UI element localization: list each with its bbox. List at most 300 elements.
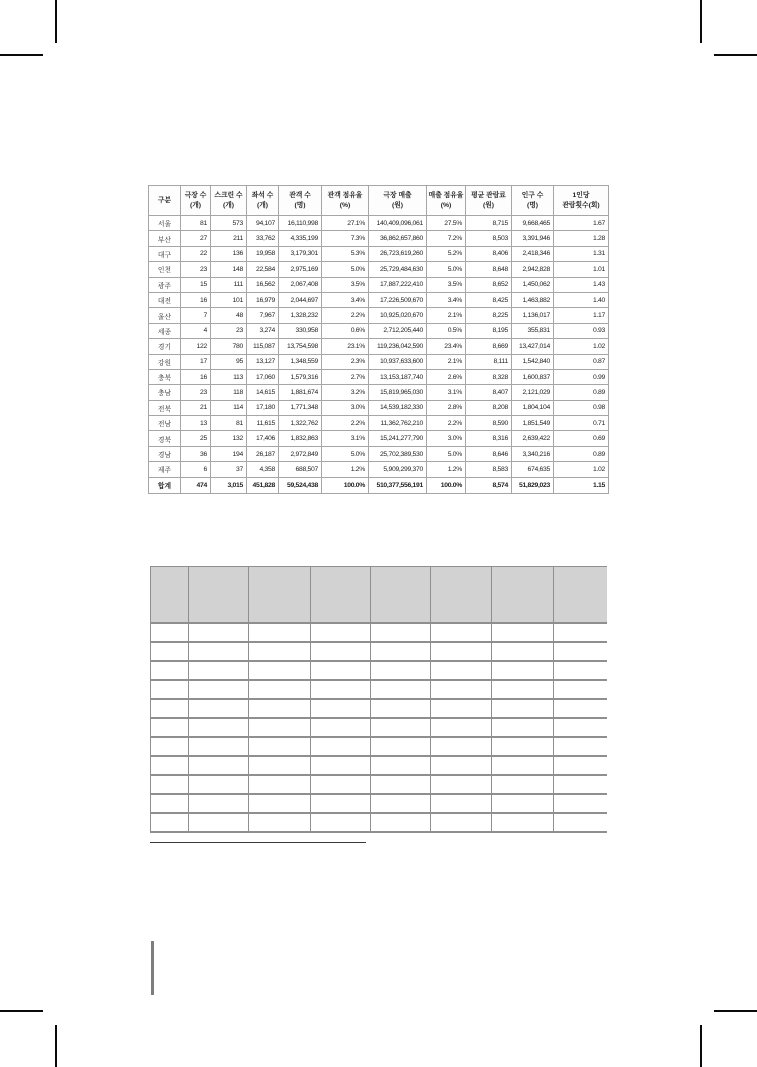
value-cell: 132 <box>211 431 247 446</box>
value-cell: 1.2% <box>322 462 369 477</box>
table-row <box>149 231 609 246</box>
value-cell: 51,829,023 <box>512 477 554 494</box>
table-row <box>149 323 609 338</box>
value-cell: 0.69 <box>554 431 609 446</box>
blank-cell <box>151 737 189 756</box>
region-cell: 전북 <box>149 400 181 415</box>
value-cell: 8,425 <box>466 292 512 307</box>
blank-cell <box>371 775 431 794</box>
blank-cell <box>311 794 371 813</box>
crop-mark-top-left-horizontal <box>0 54 43 56</box>
blank-cell <box>249 794 311 813</box>
blank-cell <box>492 813 554 832</box>
value-cell: 688,507 <box>279 462 322 477</box>
blank-table-row <box>151 794 607 813</box>
value-cell: 111 <box>211 277 247 292</box>
blank-cell <box>371 794 431 813</box>
blank-header-cell <box>431 567 492 624</box>
value-cell: 7,967 <box>247 308 279 323</box>
value-cell: 2.7% <box>322 369 369 384</box>
value-cell: 0.89 <box>554 385 609 400</box>
blank-header-cell <box>554 567 607 624</box>
value-cell: 1.17 <box>554 308 609 323</box>
value-cell: 1.01 <box>554 262 609 277</box>
value-cell: 26,723,619,260 <box>369 246 427 261</box>
blank-cell <box>492 680 554 699</box>
blank-cell <box>492 737 554 756</box>
blank-cell <box>189 642 249 661</box>
value-cell: 8,316 <box>466 431 512 446</box>
value-cell: 2,067,408 <box>279 277 322 292</box>
value-cell: 15 <box>181 277 211 292</box>
blank-cell <box>431 623 492 642</box>
column-header: 스크린 수 (개) <box>211 186 247 216</box>
blank-cell <box>431 680 492 699</box>
column-header: 극장 수 (개) <box>181 186 211 216</box>
blank-cell <box>431 699 492 718</box>
value-cell: 4,335,199 <box>279 231 322 246</box>
blank-header-cell <box>249 567 311 624</box>
value-cell: 36 <box>181 446 211 461</box>
blank-cell <box>554 699 607 718</box>
value-cell: 2,639,422 <box>512 431 554 446</box>
blank-cell <box>311 718 371 737</box>
value-cell: 48 <box>211 308 247 323</box>
value-cell: 2,418,346 <box>512 246 554 261</box>
value-cell: 1,450,062 <box>512 277 554 292</box>
blank-cell <box>554 718 607 737</box>
column-header: 관객 점유율 (%) <box>322 186 369 216</box>
table-row <box>149 369 609 384</box>
value-cell: 8,406 <box>466 246 512 261</box>
value-cell: 3.1% <box>427 385 466 400</box>
blank-cell <box>311 813 371 832</box>
value-cell: 2.6% <box>427 369 466 384</box>
value-cell: 3,340,216 <box>512 446 554 461</box>
stats-table-body <box>149 216 609 494</box>
blank-cell <box>151 642 189 661</box>
blank-table-header <box>151 567 607 624</box>
value-cell: 21 <box>181 400 211 415</box>
table-row <box>149 416 609 431</box>
value-cell: 0.71 <box>554 416 609 431</box>
value-cell: 8,669 <box>466 339 512 354</box>
value-cell: 3.4% <box>322 292 369 307</box>
value-cell: 101 <box>211 292 247 307</box>
blank-table-row <box>151 737 607 756</box>
blank-header-cell <box>189 567 249 624</box>
value-cell: 17,060 <box>247 369 279 384</box>
value-cell: 1.67 <box>554 216 609 231</box>
value-cell: 148 <box>211 262 247 277</box>
value-cell: 3,015 <box>211 477 247 494</box>
blank-cell <box>371 699 431 718</box>
value-cell: 118 <box>211 385 247 400</box>
value-cell: 13,153,187,740 <box>369 369 427 384</box>
blank-table-row <box>151 775 607 794</box>
blank-header-cell <box>492 567 554 624</box>
value-cell: 13,127 <box>247 354 279 369</box>
value-cell: 17,180 <box>247 400 279 415</box>
value-cell: 114 <box>211 400 247 415</box>
blank-cell <box>554 813 607 832</box>
value-cell: 3,391,946 <box>512 231 554 246</box>
value-cell: 2.2% <box>322 308 369 323</box>
region-cell: 인천 <box>149 262 181 277</box>
blank-cell <box>371 623 431 642</box>
value-cell: 8,648 <box>466 262 512 277</box>
region-cell: 부산 <box>149 231 181 246</box>
blank-table-row <box>151 642 607 661</box>
value-cell: 1,542,840 <box>512 354 554 369</box>
table-row <box>149 292 609 307</box>
value-cell: 13,754,598 <box>279 339 322 354</box>
value-cell: 1.02 <box>554 339 609 354</box>
blank-cell <box>249 699 311 718</box>
value-cell: 4 <box>181 323 211 338</box>
value-cell: 25,702,389,530 <box>369 446 427 461</box>
crop-mark-top-right-horizontal <box>714 54 757 56</box>
crop-mark-top-right-vertical <box>700 0 702 43</box>
value-cell: 1,463,882 <box>512 292 554 307</box>
blank-cell <box>151 623 189 642</box>
blank-cell <box>554 680 607 699</box>
blank-cell <box>431 775 492 794</box>
value-cell: 2,044,697 <box>279 292 322 307</box>
value-cell: 1.15 <box>554 477 609 494</box>
table-row <box>149 277 609 292</box>
crop-mark-top-left-vertical <box>55 0 57 43</box>
value-cell: 8,652 <box>466 277 512 292</box>
value-cell: 19,958 <box>247 246 279 261</box>
blank-cell <box>431 718 492 737</box>
region-cell: 전남 <box>149 416 181 431</box>
blank-cell <box>554 737 607 756</box>
value-cell: 2.2% <box>427 416 466 431</box>
blank-header-cell <box>151 567 189 624</box>
blank-cell <box>189 794 249 813</box>
value-cell: 330,958 <box>279 323 322 338</box>
header-row <box>149 186 609 216</box>
column-header: 평균 관람료 (원) <box>466 186 512 216</box>
value-cell: 17,406 <box>247 431 279 446</box>
region-cell: 세종 <box>149 323 181 338</box>
table-row <box>149 431 609 446</box>
region-cell: 충남 <box>149 385 181 400</box>
blank-header-row <box>151 567 607 624</box>
value-cell: 36,862,657,860 <box>369 231 427 246</box>
blank-cell <box>554 623 607 642</box>
value-cell: 16 <box>181 292 211 307</box>
blank-practice-table <box>150 566 607 833</box>
column-header: 좌석 수 (개) <box>247 186 279 216</box>
value-cell: 23.1% <box>322 339 369 354</box>
blank-cell <box>311 699 371 718</box>
value-cell: 122 <box>181 339 211 354</box>
blank-cell <box>249 775 311 794</box>
blank-cell <box>492 756 554 775</box>
value-cell: 2,712,205,440 <box>369 323 427 338</box>
total-row <box>149 477 609 494</box>
value-cell: 13 <box>181 416 211 431</box>
value-cell: 1,348,559 <box>279 354 322 369</box>
column-header: 관객 수 (명) <box>279 186 322 216</box>
blank-cell <box>189 718 249 737</box>
table-row <box>149 308 609 323</box>
value-cell: 3.0% <box>427 431 466 446</box>
region-cell: 강원 <box>149 354 181 369</box>
value-cell: 8,715 <box>466 216 512 231</box>
blank-cell <box>311 737 371 756</box>
blank-table-row <box>151 756 607 775</box>
value-cell: 8,583 <box>466 462 512 477</box>
region-cell: 경기 <box>149 339 181 354</box>
value-cell: 23 <box>181 385 211 400</box>
value-cell: 0.87 <box>554 354 609 369</box>
value-cell: 2,975,169 <box>279 262 322 277</box>
value-cell: 1.2% <box>427 462 466 477</box>
blank-cell <box>492 775 554 794</box>
value-cell: 8,111 <box>466 354 512 369</box>
region-cell: 대전 <box>149 292 181 307</box>
value-cell: 5.2% <box>427 246 466 261</box>
value-cell: 14,615 <box>247 385 279 400</box>
blank-cell <box>431 661 492 680</box>
value-cell: 5.0% <box>427 446 466 461</box>
value-cell: 23 <box>211 323 247 338</box>
value-cell: 17,887,222,410 <box>369 277 427 292</box>
value-cell: 16,979 <box>247 292 279 307</box>
value-cell: 2,942,828 <box>512 262 554 277</box>
value-cell: 95 <box>211 354 247 369</box>
blank-cell <box>249 813 311 832</box>
value-cell: 15,241,277,790 <box>369 431 427 446</box>
value-cell: 1,771,348 <box>279 400 322 415</box>
blank-cell <box>371 756 431 775</box>
value-cell: 10,937,633,600 <box>369 354 427 369</box>
value-cell: 15,819,965,030 <box>369 385 427 400</box>
blank-header-cell <box>311 567 371 624</box>
blank-cell <box>249 642 311 661</box>
blank-cell <box>189 813 249 832</box>
value-cell: 25,729,484,630 <box>369 262 427 277</box>
value-cell: 8,407 <box>466 385 512 400</box>
region-cell: 울산 <box>149 308 181 323</box>
blank-cell <box>492 718 554 737</box>
region-cell: 경남 <box>149 446 181 461</box>
blank-cell <box>371 661 431 680</box>
value-cell: 16 <box>181 369 211 384</box>
blank-cell <box>249 623 311 642</box>
blank-table-row <box>151 661 607 680</box>
value-cell: 81 <box>181 216 211 231</box>
region-cell: 제주 <box>149 462 181 477</box>
value-cell: 13,427,014 <box>512 339 554 354</box>
value-cell: 17,226,509,670 <box>369 292 427 307</box>
value-cell: 27.5% <box>427 216 466 231</box>
blank-table-row <box>151 680 607 699</box>
value-cell: 23.4% <box>427 339 466 354</box>
value-cell: 11,615 <box>247 416 279 431</box>
value-cell: 1,804,104 <box>512 400 554 415</box>
value-cell: 140,409,096,061 <box>369 216 427 231</box>
value-cell: 2.1% <box>427 308 466 323</box>
blank-cell <box>189 756 249 775</box>
value-cell: 3.5% <box>322 277 369 292</box>
table-row <box>149 385 609 400</box>
value-cell: 27.1% <box>322 216 369 231</box>
column-header: 1인당 관람횟수(회) <box>554 186 609 216</box>
value-cell: 355,831 <box>512 323 554 338</box>
blank-header-cell <box>371 567 431 624</box>
theater-stats-table <box>148 185 609 494</box>
value-cell: 5,909,299,370 <box>369 462 427 477</box>
table-row <box>149 216 609 231</box>
value-cell: 8,195 <box>466 323 512 338</box>
table-row <box>149 246 609 261</box>
value-cell: 194 <box>211 446 247 461</box>
blank-cell <box>431 756 492 775</box>
value-cell: 7.2% <box>427 231 466 246</box>
value-cell: 2.2% <box>322 416 369 431</box>
value-cell: 27 <box>181 231 211 246</box>
value-cell: 1,136,017 <box>512 308 554 323</box>
value-cell: 5.3% <box>322 246 369 261</box>
blank-cell <box>151 699 189 718</box>
blank-cell <box>311 756 371 775</box>
blank-cell <box>492 794 554 813</box>
value-cell: 7 <box>181 308 211 323</box>
value-cell: 0.99 <box>554 369 609 384</box>
blank-cell <box>189 737 249 756</box>
blank-cell <box>151 680 189 699</box>
value-cell: 211 <box>211 231 247 246</box>
value-cell: 1.40 <box>554 292 609 307</box>
value-cell: 1.02 <box>554 462 609 477</box>
blank-cell <box>311 661 371 680</box>
value-cell: 14,539,182,330 <box>369 400 427 415</box>
value-cell: 3.2% <box>322 385 369 400</box>
value-cell: 94,107 <box>247 216 279 231</box>
blank-cell <box>554 661 607 680</box>
value-cell: 23 <box>181 262 211 277</box>
blank-cell <box>492 642 554 661</box>
blank-cell <box>151 813 189 832</box>
blank-cell <box>249 680 311 699</box>
value-cell: 22,584 <box>247 262 279 277</box>
crop-mark-bottom-right-horizontal <box>714 1010 757 1012</box>
value-cell: 11,362,762,210 <box>369 416 427 431</box>
value-cell: 3.5% <box>427 277 466 292</box>
blank-table-row <box>151 813 607 832</box>
value-cell: 674,635 <box>512 462 554 477</box>
value-cell: 17 <box>181 354 211 369</box>
blank-cell <box>371 737 431 756</box>
value-cell: 1,600,837 <box>512 369 554 384</box>
blank-cell <box>189 680 249 699</box>
blank-cell <box>189 661 249 680</box>
region-cell: 충북 <box>149 369 181 384</box>
value-cell: 113 <box>211 369 247 384</box>
value-cell: 59,524,438 <box>279 477 322 494</box>
crop-mark-bottom-left-horizontal <box>0 1010 43 1012</box>
value-cell: 10,925,020,670 <box>369 308 427 323</box>
value-cell: 0.6% <box>322 323 369 338</box>
value-cell: 8,646 <box>466 446 512 461</box>
column-header: 극장 매출 (원) <box>369 186 427 216</box>
value-cell: 26,187 <box>247 446 279 461</box>
table-row <box>149 339 609 354</box>
value-cell: 573 <box>211 216 247 231</box>
crop-mark-bottom-left-vertical <box>55 1025 57 1067</box>
value-cell: 8,503 <box>466 231 512 246</box>
table-row <box>149 262 609 277</box>
stats-table-header <box>149 186 609 216</box>
region-cell: 경북 <box>149 431 181 446</box>
value-cell: 1.28 <box>554 231 609 246</box>
blank-cell <box>189 699 249 718</box>
value-cell: 2,121,029 <box>512 385 554 400</box>
value-cell: 3.1% <box>322 431 369 446</box>
blank-cell <box>431 813 492 832</box>
value-cell: 3,274 <box>247 323 279 338</box>
blank-cell <box>554 642 607 661</box>
value-cell: 33,762 <box>247 231 279 246</box>
blank-cell <box>249 737 311 756</box>
value-cell: 8,590 <box>466 416 512 431</box>
value-cell: 5.0% <box>427 262 466 277</box>
blank-cell <box>311 623 371 642</box>
region-cell: 광주 <box>149 277 181 292</box>
blank-cell <box>151 756 189 775</box>
value-cell: 37 <box>211 462 247 477</box>
value-cell: 1,881,674 <box>279 385 322 400</box>
table-row <box>149 354 609 369</box>
blank-table-row <box>151 623 607 642</box>
value-cell: 5.0% <box>322 262 369 277</box>
value-cell: 81 <box>211 416 247 431</box>
value-cell: 474 <box>181 477 211 494</box>
value-cell: 0.98 <box>554 400 609 415</box>
region-cell: 대구 <box>149 246 181 261</box>
blank-cell <box>151 794 189 813</box>
blank-cell <box>151 775 189 794</box>
value-cell: 100.0% <box>427 477 466 494</box>
column-header: 구분 <box>149 186 181 216</box>
value-cell: 8,328 <box>466 369 512 384</box>
value-cell: 2,972,849 <box>279 446 322 461</box>
value-cell: 2.3% <box>322 354 369 369</box>
value-cell: 16,562 <box>247 277 279 292</box>
blank-cell <box>431 737 492 756</box>
blank-cell <box>492 623 554 642</box>
value-cell: 780 <box>211 339 247 354</box>
scan-artifact-bar <box>151 941 154 995</box>
blank-cell <box>371 813 431 832</box>
value-cell: 1,832,863 <box>279 431 322 446</box>
value-cell: 136 <box>211 246 247 261</box>
value-cell: 3,179,301 <box>279 246 322 261</box>
value-cell: 1.43 <box>554 277 609 292</box>
table-row <box>149 400 609 415</box>
blank-cell <box>249 756 311 775</box>
value-cell: 25 <box>181 431 211 446</box>
value-cell: 1,322,762 <box>279 416 322 431</box>
value-cell: 1,579,316 <box>279 369 322 384</box>
blank-cell <box>311 642 371 661</box>
blank-cell <box>492 699 554 718</box>
value-cell: 8,574 <box>466 477 512 494</box>
